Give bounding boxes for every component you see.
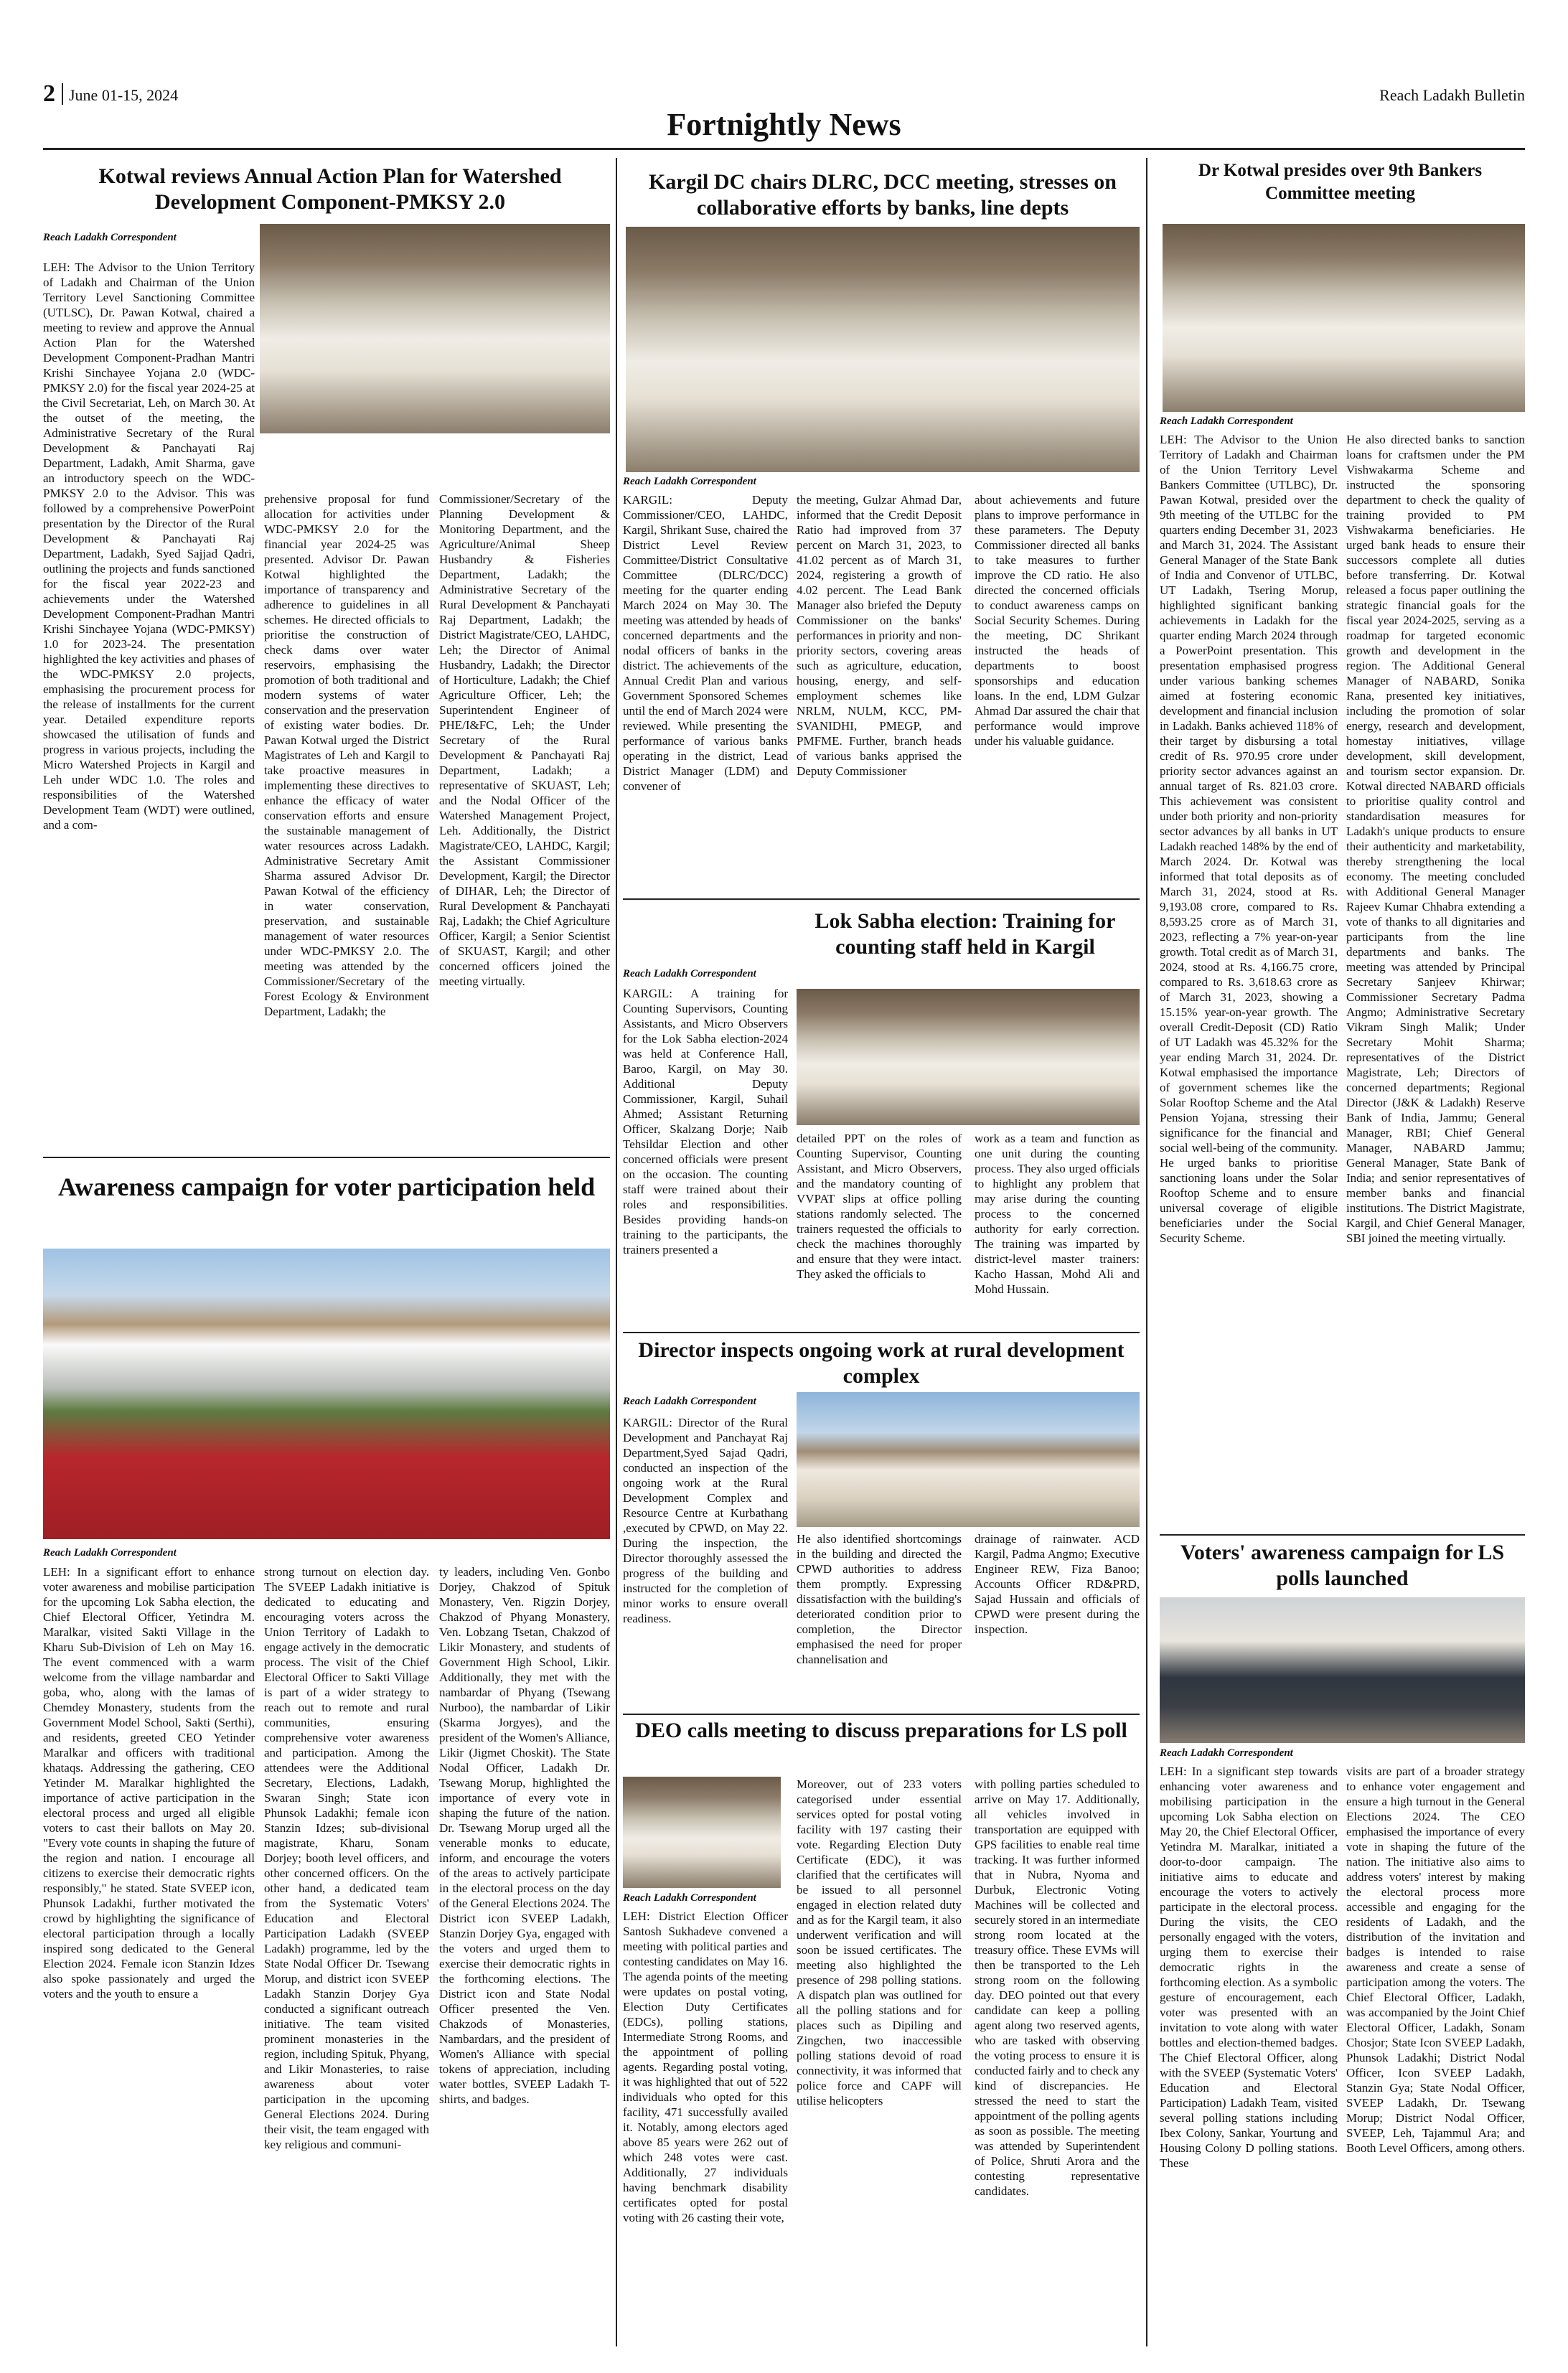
voter-campaign-photo bbox=[43, 1249, 610, 1539]
article-body: He also identified shortcomings in the building and directed the CPWD authorities to address them promptly. Expressing dissatisfaction with the building's deteriorated condition prior to completion, the Director emphasised the need for proper channelisation and bbox=[797, 1532, 962, 1666]
article-divider bbox=[623, 898, 1140, 900]
article-body: Moreover, out of 233 voters categorised under essential services opted for postal voting facility with 197 casting their vote. Regarding Election Duty Certificate (EDC), it was clarified that the certificates will be issued to all personnel engaged in election related duty and as for the Kargil team, it also underwent verification and will soon be issued certificates. The meeting also highlighted the presence of 298 polling stations. A dispatch plan was outlined for all the polling stations and for places such as Dipiling and Zingchen, two inaccessible polling stations devoid of road connectivity, it was informed that police force and CAPF will utilise helicopters bbox=[797, 1777, 962, 2107]
article-headline: Voters' awareness campaign for LS polls launched bbox=[1180, 1541, 1505, 1590]
article-divider bbox=[43, 1157, 610, 1158]
article-headline: Awareness campaign for voter participation held bbox=[57, 1173, 596, 1201]
article-headline: Kargil DC chairs DLRC, DCC meeting, stresses on collaborative efforts by banks, line depts bbox=[649, 170, 1117, 220]
article-headline: Kotwal reviews Annual Action Plan for Watershed Development Component-PMKSY 2.0 bbox=[98, 164, 562, 214]
article-byline: Reach Ladakh Correspondent bbox=[623, 1892, 756, 1904]
article-byline: Reach Ladakh Correspondent bbox=[623, 476, 756, 487]
article-headline: Lok Sabha election: Training for counting staff held in Kargil bbox=[814, 909, 1116, 959]
article-body: KARGIL: Director of the Rural Development and Panchayat Raj Department,Syed Sajad Qadri, conducted an inspection of the ongoing work at the Rural Development Complex and Resource Centre at Kurbathang ,executed by CPWD, on May 22. During the inspection, the Director thoroughly assessed the progress of the building and instructed for the completion of minor works to ensure overall readiness. bbox=[623, 1416, 788, 1625]
publication-name: Reach Ladakh Bulletin bbox=[1379, 86, 1525, 104]
article-body: ty leaders, including Ven. Gonbo Dorjey, Chakzod of Spituk Monastery, Ven. Rigzin Dorjey, Chakzod of Phyang Monastery, Ven. Lobzang Tsetan, Chakzod of Likir Monastery, and students of Government High School, Likir. Additionally, they met with the nambardar of Phyang (Tsewang Nurboo), the nambardar of Likir (Skarma Jorgyes), and the president of the Women's Alliance, Likir (Jigmet Choskit). The State Nodal Officer, Ladakh Dr. Tsewang Morup, highlighted the importance of every vote in shaping the future of the nation. Dr. Tsewang Morup urged all the venerable monks to educate, inform, and encourage the voters of the areas to actively participate in the electoral process on the day of the General Elections 2024. The District icon SVEEP Ladakh, Stanzin Dorjey Gya, engaged with the voters and urged them to exercise their democratic rights in the forthcoming elections. The District icon and State Nodal Officer presented the Ven. Chakzods of Monasteries, Nambardars, and the president of Women's Alliance with special tokens of appreciation, including water bottles, SVEEP Ladakh T-shirts, and badges. bbox=[439, 1565, 610, 2106]
page-header bbox=[43, 80, 1525, 109]
article-body: about achievements and future plans to improve performance in these parameters. The Deputy Commissioner directed all banks to take measures to further improve the CD ratio. He also directed the concerned officials to conduct awareness camps on Social Security Schemes. During the meeting, DC Shrikant instructed the heads of departments to boost sponsorships and education loans. In the end, LDM Gulzar Ahmad Dar assured the chair that performance would improve under his valuable guidance. bbox=[975, 493, 1140, 748]
column-rule bbox=[1146, 158, 1147, 2346]
article-body: drainage of rainwater. ACD Kargil, Padma Angmo; Executive Engineer REW, Fiza Banoo; Accounts Officer RD&PRD, Sajad Hussain and officials of CPWD were present during the inspection. bbox=[975, 1532, 1140, 1636]
article-body: LEH: District Election Officer Santosh Sukhadeve convened a meeting with political parties and contesting candidates on May 16. The agenda points of the meeting were updates on postal voting, Election Duty Certificates (EDCs), polling stations, Intermediate Strong Rooms, and the appointment of polling agents. Regarding postal voting, it was highlighted that out of 522 individuals who opted for this facility, 471 successfully availed it. Notably, among electors aged above 85 years were 262 out of which 248 votes were cast. Additionally, 27 individuals having benchmark disability certificates opted for postal voting with 26 casting their vote, bbox=[623, 1909, 788, 2224]
article-body: visits are part of a broader strategy to enhance voter engagement and ensure a high turnout in the General Elections 2024. The CEO emphasised the importance of every vote in shaping the future of the nation. The initiative also aims to address voters' interest by making the electoral process more accessible and engaging for the residents of Ladakh, and the distribution of the invitation and badges is intended to raise awareness and create a sense of participation among the voters. The Chief Electoral Officer, Ladakh, was accompanied by the Joint Chief Electoral Officer, Ladakh, Sonam Chosjor; State Icon SVEEP Ladakh, Phunsok Ladakhi; District Nodal Officer, Icon SVEEP Ladakh, Stanzin Gya; State Nodal Officer, SVEEP Ladakh, Dr. Tsewang Morup; District Nodal Officer, SVEEP, Leh, Tajammul Ara; and Booth Level Officers, among others. bbox=[1346, 1765, 1525, 2155]
article-body: LEH: The Advisor to the Union Territory of Ladakh and Chairman of the Union Territory Level Sanctioning Committee (UTLSC), Dr. Pawan Kotwal, chaired a meeting to review and approve the Annual Action Plan for the Watershed Development Component-Pradhan Mantri Krishi Sinchayee Yojana 2.0 (WDC-PMKSY 2.0) for the fiscal year 2024-25 at the Civil Secretariat, Leh, on March 30. At the outset of the meeting, the Administrative Secretary of the Rural Development & Panchayati Raj Department, Ladakh, Amit Sharma, gave an introductory speech on the WDC-PMKSY 2.0 to the Advisor. This was followed by a comprehensive PowerPoint presentation by the Director of the Rural Development & Panchayati Raj Department, Ladakh, Syed Sajjad Qadri, outlining the projects and funds sanctioned for the fiscal year 2022-23 and achievements under the Watershed Development Component-Pradhan Mantri Krishi Sinchayee Yojana (WDC-PMKSY) 1.0 for 2023-24. The presentation highlighted the key activities and phases of the WDC-PMKSY 2.0 projects, emphasising the procurement process for the release of installments for the current year. Detailed expenditure reports showcased the utilisation of funds and progress in various projects, including the Micro Watershed Projects in Kargil and Leh under WDC 1.0. The roles and responsibilities of the Watershed Development Team (WDT) were outlined, and a com- bbox=[43, 260, 255, 832]
article-divider bbox=[623, 1332, 1140, 1333]
voters-campaign-photo bbox=[1160, 1597, 1525, 1743]
issue-date: June 01-15, 2024 bbox=[69, 86, 179, 104]
page-number: 2 bbox=[43, 80, 55, 107]
article-body: with polling parties scheduled to arrive on May 17. Additionally, all vehicles involved in transportation are equipped with GPS facilities to enable real time tracking. It was further informed that in Nubra, Nyoma and Durbuk, Electronic Voting Machines will be collected and securely stored in an intermediate strong room located at the treasury office. These EVMs will then be transported to the Leh strong room on the following day. DEO pointed out that every candidate can keep a polling agent along two reserved agents, who are tasked with observing the voting process to ensure it is conducted fairly and to check any kind of discrepancies. He stressed the need to start the appointment of the polling agents as soon as possible. The meeting was attended by Superintendent of Police, Shruti Arora and the contesting representative candidates. bbox=[975, 1777, 1140, 2198]
complex-photo bbox=[797, 1392, 1140, 1527]
article-body: KARGIL: A training for Counting Supervisors, Counting Assistants, and Micro Observers for the Lok Sabha election-2024 was held at Conference Hall, Baroo, Kargil, on May 30. Additional Deputy Commissioner, Kargil, Suhail Ahmed; Assistant Returning Officer, Skalzang Dorje; Naib Tehsildar Election and other concerned officials were present on the occasion. The counting staff were trained about their roles and responsibilities. Besides providing hands-on training to the participants, the trainers presented a bbox=[623, 987, 788, 1256]
article-byline: Reach Ladakh Correspondent bbox=[43, 232, 177, 243]
article-body: prehensive proposal for fund allocation for activities under WDC-PMKSY 2.0 for the financial year 2024-25 was presented. Advisor Dr. Pawan Kotwal highlighted the importance of transparency and adherence to guidelines in all schemes. He directed officials to prioritise the construction of check dams over water reservoirs, emphasising the promotion of both traditional and modern systems of water conservation and the preservation of existing water bodies. Dr. Pawan Kotwal urged the District Magistrates of Leh and Kargil to take proactive measures in implementing these directives to enhance the efficacy of water conservation efforts and ensure the sustainable management of water resources across Ladakh. Administrative Secretary Amit Sharma assured Advisor Dr. Pawan Kotwal of the efficiency in water conservation, preservation, and sustainable management of water resources under WDC-PMKSY 2.0. The meeting was attended by the Commissioner/Secretary of the Forest Ecology & Environment Department, Ladakh; the bbox=[264, 492, 429, 1018]
article-body: KARGIL: Deputy Commissioner/CEO, LAHDC, Kargil, Shrikant Suse, chaired the District Level Review Committee/District Consultative Committee (DLRC/DCC) meeting for the quarter ending March 2024 on May 30. The meeting was attended by heads of concerned departments and the nodal officers of banks in the district. The achievements of the Annual Credit Plan and various Government Sponsored Schemes until the end of March 2024 were reviewed. While presenting the performance of various banks operating in the district, Lead District Manager (LDM) and convener of bbox=[623, 493, 788, 793]
article-body: detailed PPT on the roles of Counting Supervisor, Counting Assistant, and Micro Observers, and the mandatory counting of VVPAT slips at office polling stations randomly selected. The trainers requested the officials to check the machines thoroughly and ensure that they were intact. They asked the officials to bbox=[797, 1132, 962, 1281]
article-body: LEH: The Advisor to the Union Territory of Ladakh and Chairman of the Union Territory Level Bankers Committee (UTLBC), Dr. Pawan Kotwal, presided over the 9th meeting of the UTLBC for the quarters ending December 31, 2023 and March 31, 2024. The Assistant General Manager of the State Bank of India and Convenor of UTLBC, UT Ladakh, Tsering Morup, highlighted significant banking achievements in Ladakh for the quarter ending March 2024 through a PowerPoint presentation. This presentation emphasised progress under various banking schemes aimed at fostering economic development and financial inclusion in Ladakh. Banks achieved 118% of their target by disbursing a total credit of Rs. 970.95 crore under priority sector advances against an annual target of Rs. 821.03 crore. This achievement was consistent under both priority and non-priority sector advances by all banks in UT Ladakh reached 148% by the end of March 2024. Dr. Kotwal was informed that total deposits as of March 31, 2024, stood at Rs. 9,193.08 crore, compared to Rs. 8,593.25 crore as of March 31, 2023, reflecting a 7% year-on-year growth. Total credit as of March 31, 2024, stood at Rs. 4,166.75 crore, compared to Rs. 3,618.63 crore as of March 31, 2023, showing a 15.15% year-on-year growth. The overall Credit-Deposit (CD) Ratio of UT Ladakh was 45.32% for the year ending March 31, 2024. Dr. Kotwal emphasised the importance of government schemes like the Solar Rooftop Scheme and the Atal Pension Yojana, stressing their significance for the financial and social well-being of the community. He urged banks to prioritise sanctioning loans under the Solar Rooftop Scheme and to ensure universal coverage of eligible beneficiaries under the Social Security Scheme. bbox=[1160, 433, 1338, 1245]
article-body: the meeting, Gulzar Ahmad Dar, informed that the Credit Deposit Ratio had improved from 37 percent on March 31, 2023, to 41.02 percent as of March 31, 2024, registering a growth of 4.02 percent. The Lead Bank Manager also briefed the Deputy Commissioner on the banks' performances in priority and non-priority sectors, covering areas such as agriculture, education, housing, energy, and self-employment schemes like NRLM, NULM, KCC, PM-SVANIDHI, PMEGP, and PMFME. Further, branch heads of various banks apprised the Deputy Commissioner bbox=[797, 493, 962, 778]
deo-meeting-photo bbox=[623, 1777, 781, 1888]
meeting-photo bbox=[260, 224, 610, 433]
article-body: work as a team and function as one unit during the counting process. They also urged officials to highlight any problem that may arise during the counting process to the concerned authority for early correction. The training was imparted by district-level master trainers: Kacho Hassan, Mohd Ali and Mohd Hussain. bbox=[975, 1132, 1140, 1296]
bankers-meeting-photo bbox=[1163, 224, 1525, 412]
article-body: He also directed banks to sanction loans for craftsmen under the PM Vishwakarma Scheme and instructed the sponsoring department to check the quality of training provided to PM Vishwakarma beneficiaries. He urged bank heads to ensure their successors complete all duties before transferring. Dr. Kotwal released a focus paper outlining the strategic financial goals for the fiscal year 2024-2025, serving as a roadmap for targeted economic growth and development in the region. The Additional General Manager of NABARD, Sonika Rana, presented key initiatives, including the promotion of solar energy, research and development, homestay initiatives, village development, skill development, and tourism sector expansion. Dr. Kotwal directed NABARD officials to prioritise quality control and standardisation measures for Ladakh's unique products to ensure their authenticity and marketability, thereby strengthening the local economy. The meeting concluded with Additional General Manager Rajeev Kumar Chhabra extending a vote of thanks to all dignitaries and participants from the line departments and banks. The meeting was attended by Principal Secretary Sanjeev Khirwar; Commissioner Secretary Padma Angmo; Administrative Secretary Vikram Singh Malik; Under Secretary Mohit Sharma; representatives of the District Magistrate, Leh; Directors of concerned departments; Regional Director (J&K & Ladakh) Reserve Bank of India, Jammu; General Manager, RBI; Chief General Manager, NABARD Jammu; General Manager, State Bank of India; and senior representatives of member banks and financial institutions. The District Magistrate, Kargil, and Chief General Manager, SBI joined the meeting virtually. bbox=[1346, 433, 1525, 1245]
article-byline: Reach Ladakh Correspondent bbox=[623, 968, 756, 979]
column-rule bbox=[616, 158, 617, 2346]
article-byline: Reach Ladakh Correspondent bbox=[1160, 415, 1293, 427]
article-body: LEH: In a significant step towards enhancing voter awareness and mobilising participation in the upcoming Lok Sabha election on May 20, the Chief Electoral Officer, Yetindra M. Maralkar, initiated a door-to-door campaign. The initiative aims to educate and encourage the voters to actively participate in the electoral process. During the visits, the CEO personally engaged with the voters, urging them to exercise their democratic rights in the forthcoming election. As a symbolic gesture of encouragement, each voter was presented with an invitation to vote along with water bottles and election-themed badges. The Chief Electoral Officer, along with the SVEEP (Systematic Voters' Education and Electoral Participation) Ladakh Team, visited several polling stations including Ibex Colony, Sankar, Yourtung and Housing Colony D polling stations. These bbox=[1160, 1765, 1338, 2170]
article-headline: Dr Kotwal presides over 9th Bankers Committee meeting bbox=[1198, 161, 1483, 203]
article-byline: Reach Ladakh Correspondent bbox=[1160, 1747, 1293, 1759]
article-divider bbox=[1160, 1534, 1525, 1536]
section-title: Fortnightly News bbox=[667, 107, 901, 142]
article-byline: Reach Ladakh Correspondent bbox=[623, 1396, 756, 1407]
header-rule bbox=[43, 148, 1525, 150]
article-body: LEH: In a significant effort to enhance voter awareness and mobilise participation for the upcoming Lok Sabha election, the Chief Electoral Officer, Yetindra M. Maralkar, visited Sakti Village in the Kharu Sub-Division of Leh on May 16. The event commenced with a warm welcome from the village nambardar and goba, who, along with the lamas of Chemdey Monastery, students from the Government Model School, Sakti (Serthi), and residents, greeted CEO Yetinder Maralkar and officers with traditional khataqs. Addressing the gathering, CEO Yetinder M. Maralkar highlighted the importance of active participation in the electoral process and urged all eligible voters to cast their ballots on May 20. "Every vote counts in shaping the future of the region and nation. I encourage all citizens to exercise their democratic rights responsibly," he stated. State SVEEP icon, Phunsok Ladakhi, further motivated the crowd by highlighting the significance of electoral participation through a locally inspired song dedicated to the General Election 2024. Female icon Stanzin Idzes also spoke passionately and urged the voters and the youth to ensure a bbox=[43, 1565, 255, 2001]
article-divider bbox=[623, 1714, 1140, 1715]
article-body: strong turnout on election day. The SVEEP Ladakh initiative is dedicated to educating and encouraging voters across the Union Territory of Ladakh to engage actively in the democratic process. The visit of the Chief Electoral Officer to Sakti Village is part of a wider strategy to reach out to remote and rural communities, ensuring comprehensive voter awareness and participation. Among the attendees were the Additional Secretary, Elections, Ladakh, Swaran Singh; State icon Phunsok Ladakhi; female icon Stanzin Idzes; sub-divisional magistrate, Kharu, Sonam Dorjey; booth level officers, and other concerned officers. On the other hand, a dedicated team from the Systematic Voters' Education and Electoral Participation Ladakh (SVEEP Ladakh) programme, led by the State Nodal Officer Dr. Tsewang Morup, and district icon SVEEP Ladakh Stanzin Dorjey Gya conducted a significant outreach initiative. The team visited prominent monasteries in the region, including Spituk, Phyang, and Likir Monasteries, to raise awareness about voter participation in the upcoming General Elections 2024. During their visit, the team engaged with key religious and communi- bbox=[264, 1565, 429, 2151]
training-photo bbox=[797, 989, 1140, 1125]
article-headline: DEO calls meeting to discuss preparations for LS poll bbox=[635, 1719, 1127, 1742]
dlrc-meeting-photo bbox=[626, 227, 1140, 472]
article-headline: Director inspects ongoing work at rural development complex bbox=[638, 1338, 1125, 1388]
header-divider bbox=[62, 83, 63, 105]
article-body: Commissioner/Secretary of the Planning Development & Monitoring Department, and the Agriculture/Animal Sheep Husbandry & Fisheries Department, Ladakh; the Administrative Secretary of the Rural Development & Panchayati Raj Department, Ladakh; the District Magistrate/CEO, LAHDC, Leh; the Director of Animal Husbandry, Ladakh; the Director of Horticulture, Ladakh; the Chief Agriculture Officer, Leh; the Superintendent Engineer of PHE/I&FC, Leh; the Under Secretary of the Rural Development & Panchayati Raj Department, Ladakh; a representative of SKUAST, Leh; and the Nodal Officer of the Watershed Management Project, Leh. Additionally, the District Magistrate/CEO, LAHDC, Kargil; the Assistant Commissioner Development, Kargil; the Director of DIHAR, Leh; the Director of Rural Development & Panchayati Raj, Ladakh; the Chief Agriculture Officer, Kargil; a Senior Scientist of SKUAST, Kargil; and other concerned officers joined the meeting virtually. bbox=[439, 492, 610, 988]
article-byline: Reach Ladakh Correspondent bbox=[43, 1547, 177, 1559]
